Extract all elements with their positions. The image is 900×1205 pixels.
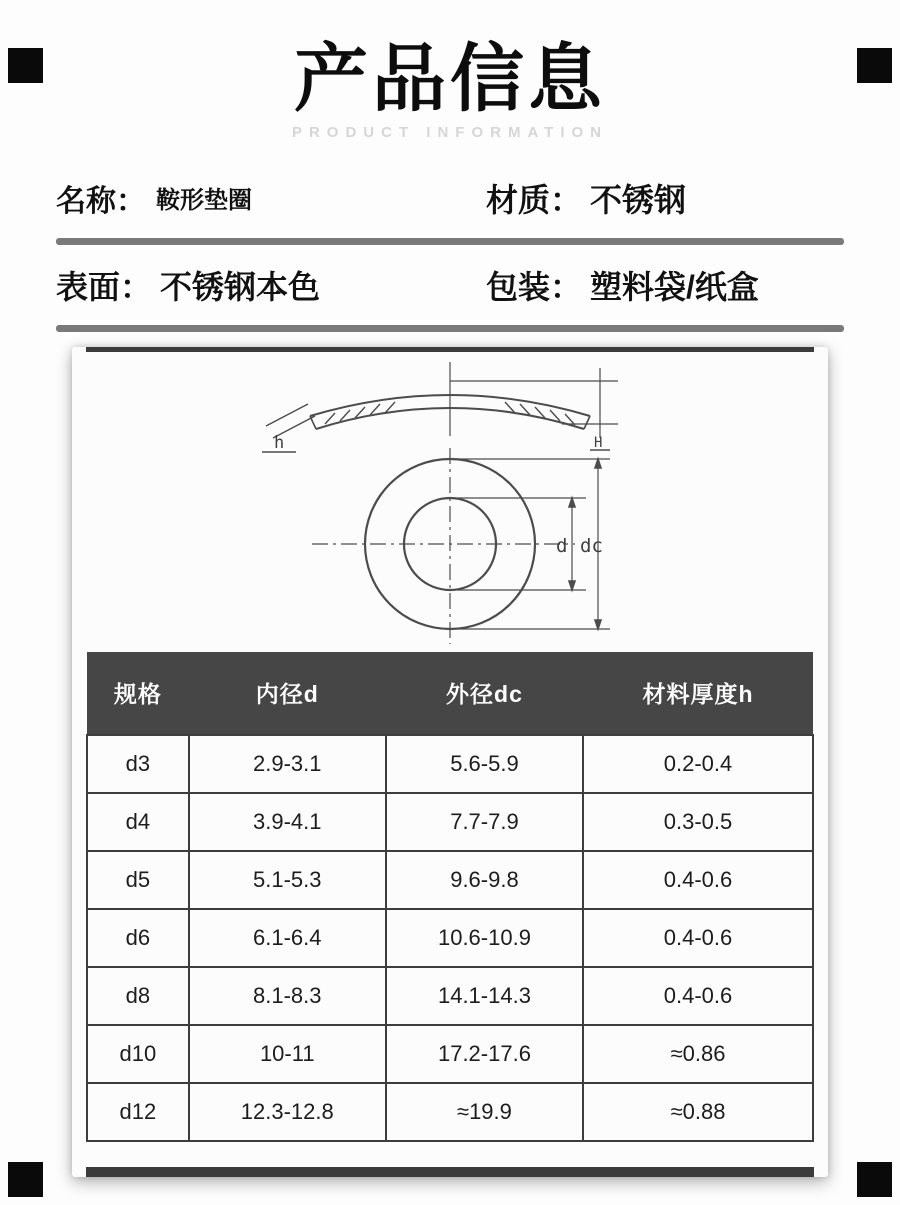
page-title: 产品信息: [294, 37, 606, 120]
table-cell: d12: [87, 1083, 189, 1141]
table-cell: d5: [87, 851, 189, 909]
spec-table-head: [87, 652, 813, 735]
attribute-label: 表面：: [56, 268, 153, 305]
corner-marker-bottom-right: [857, 1162, 892, 1197]
page-header: [0, 37, 900, 141]
product-attributes: [56, 173, 844, 332]
column-header: 内径d: [189, 652, 386, 735]
column-header: 规格: [87, 652, 189, 735]
H-dimension-label: H: [594, 434, 603, 451]
table-row: [87, 851, 813, 909]
table-cell: ≈19.9: [386, 1083, 583, 1141]
corner-marker-top-right: [857, 48, 892, 83]
spec-table: [86, 652, 814, 1142]
table-cell: d8: [87, 967, 189, 1025]
dc-dimension-label: dc: [580, 534, 603, 557]
table-cell: 10.6-10.9: [386, 909, 583, 967]
divider: [56, 325, 844, 332]
table-cell: 12.3-12.8: [189, 1083, 386, 1141]
table-cell: 0.3-0.5: [583, 793, 813, 851]
attribute-value: 塑料袋/纸盒: [590, 268, 759, 305]
table-row: [87, 1083, 813, 1141]
washer-technical-drawing: [86, 352, 814, 652]
corner-marker-top-left: [8, 48, 43, 83]
h-dimension-label: h: [274, 432, 285, 453]
table-cell: 3.9-4.1: [189, 793, 386, 851]
column-header: 外径dc: [386, 652, 583, 735]
table-cell: 0.4-0.6: [583, 967, 813, 1025]
attribute-material: [486, 175, 686, 221]
table-cell: 10-11: [189, 1025, 386, 1083]
table-cell: 0.2-0.4: [583, 735, 813, 793]
table-row: [87, 1025, 813, 1083]
attribute-packaging: [486, 262, 759, 308]
table-cell: 5.1-5.3: [189, 851, 386, 909]
table-cell: 6.1-6.4: [189, 909, 386, 967]
washer-diagram-svg: [150, 356, 750, 648]
table-cell: ≈0.88: [583, 1083, 813, 1141]
attribute-value: 不锈钢: [590, 181, 687, 218]
table-row: [87, 735, 813, 793]
divider: [56, 238, 844, 245]
page-subtitle: PRODUCT INFORMATION: [291, 123, 609, 141]
table-cell: 5.6-5.9: [386, 735, 583, 793]
table-cell: 0.4-0.6: [583, 909, 813, 967]
attribute-label: 材质：: [486, 181, 583, 218]
table-cell: d10: [87, 1025, 189, 1083]
attribute-label: 名称：: [56, 184, 146, 218]
spec-card: [72, 347, 828, 1177]
attribute-row: [56, 173, 844, 223]
table-cell: 9.6-9.8: [386, 851, 583, 909]
attribute-surface: [56, 262, 486, 308]
table-cell: 7.7-7.9: [386, 793, 583, 851]
attribute-value: 不锈钢本色: [160, 268, 321, 305]
table-cell: 17.2-17.6: [386, 1025, 583, 1083]
table-cell: 8.1-8.3: [189, 967, 386, 1025]
corner-marker-bottom-left: [8, 1162, 43, 1197]
table-cell: 2.9-3.1: [189, 735, 386, 793]
column-header: 材料厚度h: [583, 652, 813, 735]
table-cell: d4: [87, 793, 189, 851]
spec-frame: [86, 347, 814, 1177]
d-dimension-label: d: [556, 534, 568, 557]
table-cell: ≈0.86: [583, 1025, 813, 1083]
header-row: [87, 652, 813, 735]
table-row: [87, 967, 813, 1025]
table-cell: 0.4-0.6: [583, 851, 813, 909]
table-cell: 14.1-14.3: [386, 967, 583, 1025]
table-cell: d3: [87, 735, 189, 793]
attribute-name: [56, 176, 486, 220]
attribute-label: 包装：: [486, 268, 583, 305]
table-row: [87, 909, 813, 967]
spec-table-body: [87, 735, 813, 1141]
attribute-value: 鞍形垫圈: [156, 187, 252, 215]
table-cell: d6: [87, 909, 189, 967]
attribute-row: [56, 260, 844, 310]
table-row: [87, 793, 813, 851]
